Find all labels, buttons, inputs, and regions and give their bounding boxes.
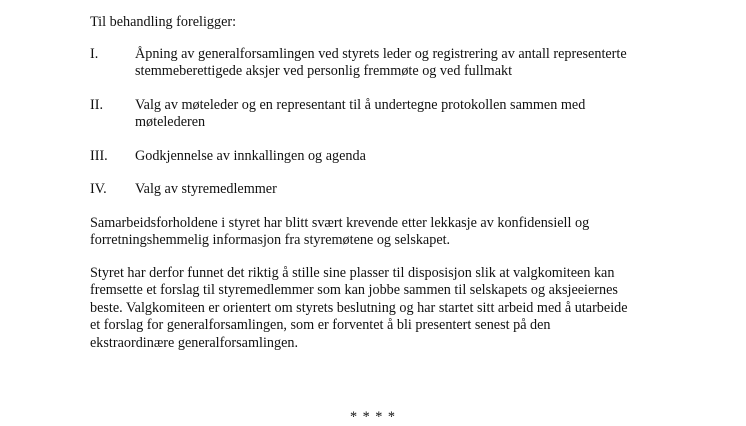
- agenda-intro: Til behandling foreligger:: [90, 14, 237, 30]
- agenda-item-text: Valg av møteleder og en representant til å undertegne protokollen sammen med møtelederen: [135, 96, 586, 130]
- agenda-item-number: II.: [90, 96, 103, 113]
- agenda-list: [90, 46, 635, 199]
- agenda-item-1: [90, 46, 635, 81]
- paragraph-board-resignation: Styret har derfor funnet det riktig å stille sine plasser til disposisjon slik at valgkomiteen kan fremsette et forslag til styremedlemmer som kan jobbe sammen til selskapets og aksjeeiernes beste. Valgkomiteen er orientert om styrets beslutning og har startet sitt arbeid med å utarbeide et forslag for generalforsamlingen, som er forventet å bli presentert senest på den ekstraordinære generalforsamlingen.: [90, 264, 628, 351]
- agenda-item-4: [90, 181, 635, 199]
- agenda-item-2: [90, 97, 635, 132]
- agenda-item-number: I.: [90, 45, 99, 62]
- paragraph-cooperation: Samarbeidsforholdene i styret har blitt svært krevende etter lekkasje av konfidensiell og forretningshemmelig informasjon fra styremøtene og selskapet.: [90, 214, 590, 248]
- agenda-item-text: Valg av styremedlemmer: [135, 181, 277, 197]
- agenda-item-3: [90, 148, 635, 166]
- agenda-item-text: Åpning av generalforsamlingen ved styrets leder og registrering av antall representerte stemmeberettigede aksjer ved personlig fremmøte og ved fullmakt: [135, 45, 627, 79]
- agenda-item-number: III.: [90, 147, 108, 164]
- document-body: [90, 14, 635, 367]
- section-separator: * * * *: [349, 409, 396, 425]
- agenda-item-number: IV.: [90, 181, 107, 197]
- agenda-item-text: Godkjennelse av innkallingen og agenda: [135, 147, 366, 164]
